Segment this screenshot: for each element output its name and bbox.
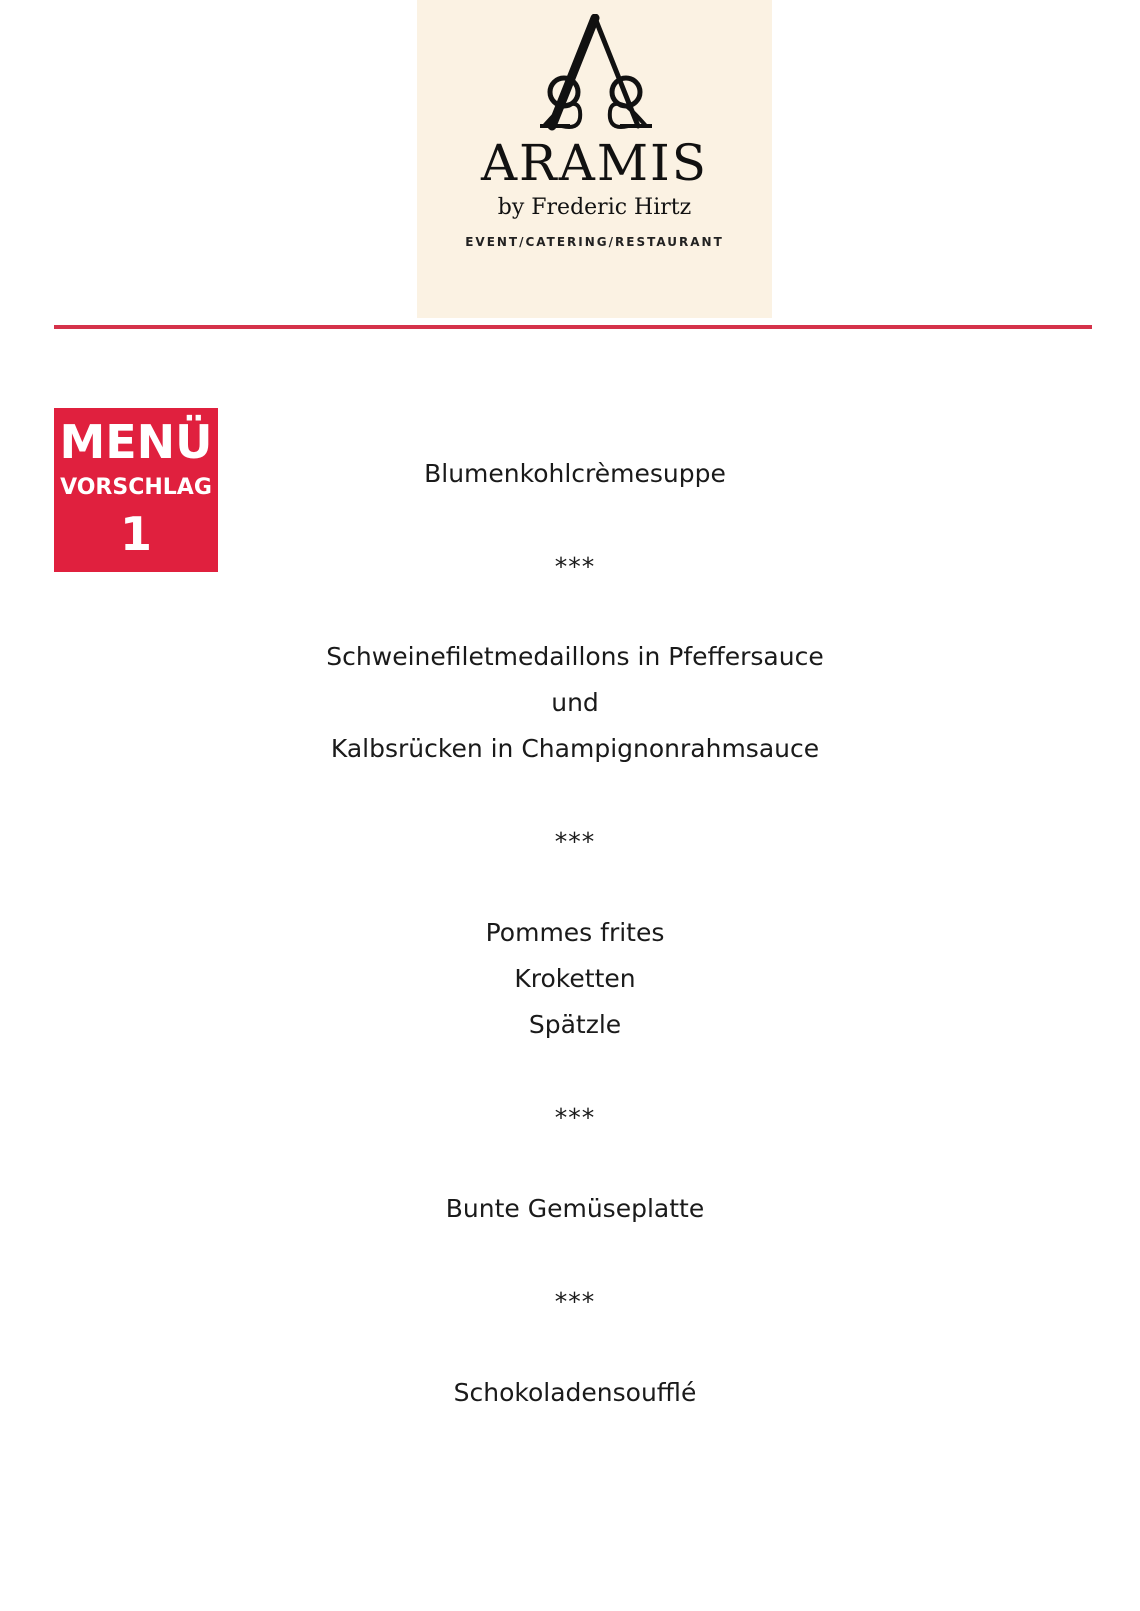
- menu-badge: [54, 408, 218, 572]
- logo-byline: by Frederic Hirtz: [497, 195, 692, 220]
- logo-name: ARAMIS: [480, 134, 709, 192]
- menu-main-b: Kalbsrücken in Champignonrahmsauce: [330, 734, 820, 763]
- badge-number: 1: [119, 507, 152, 561]
- aramis-logo-icon: [530, 14, 660, 132]
- menu-separator: ***: [554, 1103, 596, 1132]
- logo-panel: [417, 0, 772, 318]
- header-divider: [54, 325, 1092, 329]
- menu-separator: ***: [554, 1287, 596, 1316]
- menu-separator: ***: [554, 827, 596, 856]
- menu-side-croquettes: Kroketten: [514, 964, 636, 993]
- menu-dessert: Schokoladensoufflé: [453, 1378, 697, 1407]
- badge-title: MENÜ: [59, 415, 213, 469]
- menu-side-fries: Pommes frites: [485, 918, 665, 947]
- menu-course-soup: Blumenkohlcrèmesuppe: [424, 459, 726, 488]
- menu-main-join: und: [551, 688, 599, 717]
- menu-separator: ***: [554, 552, 596, 581]
- badge-subtitle: VORSCHLAG: [60, 475, 212, 500]
- menu-side-spaetzle: Spätzle: [528, 1010, 622, 1039]
- menu-main-a: Schweinefiletmedaillons in Pfeffersauce: [326, 642, 824, 671]
- logo-tagline: EVENT/CATERING/RESTAURANT: [465, 235, 724, 249]
- menu-vegetables: Bunte Gemüseplatte: [445, 1194, 705, 1223]
